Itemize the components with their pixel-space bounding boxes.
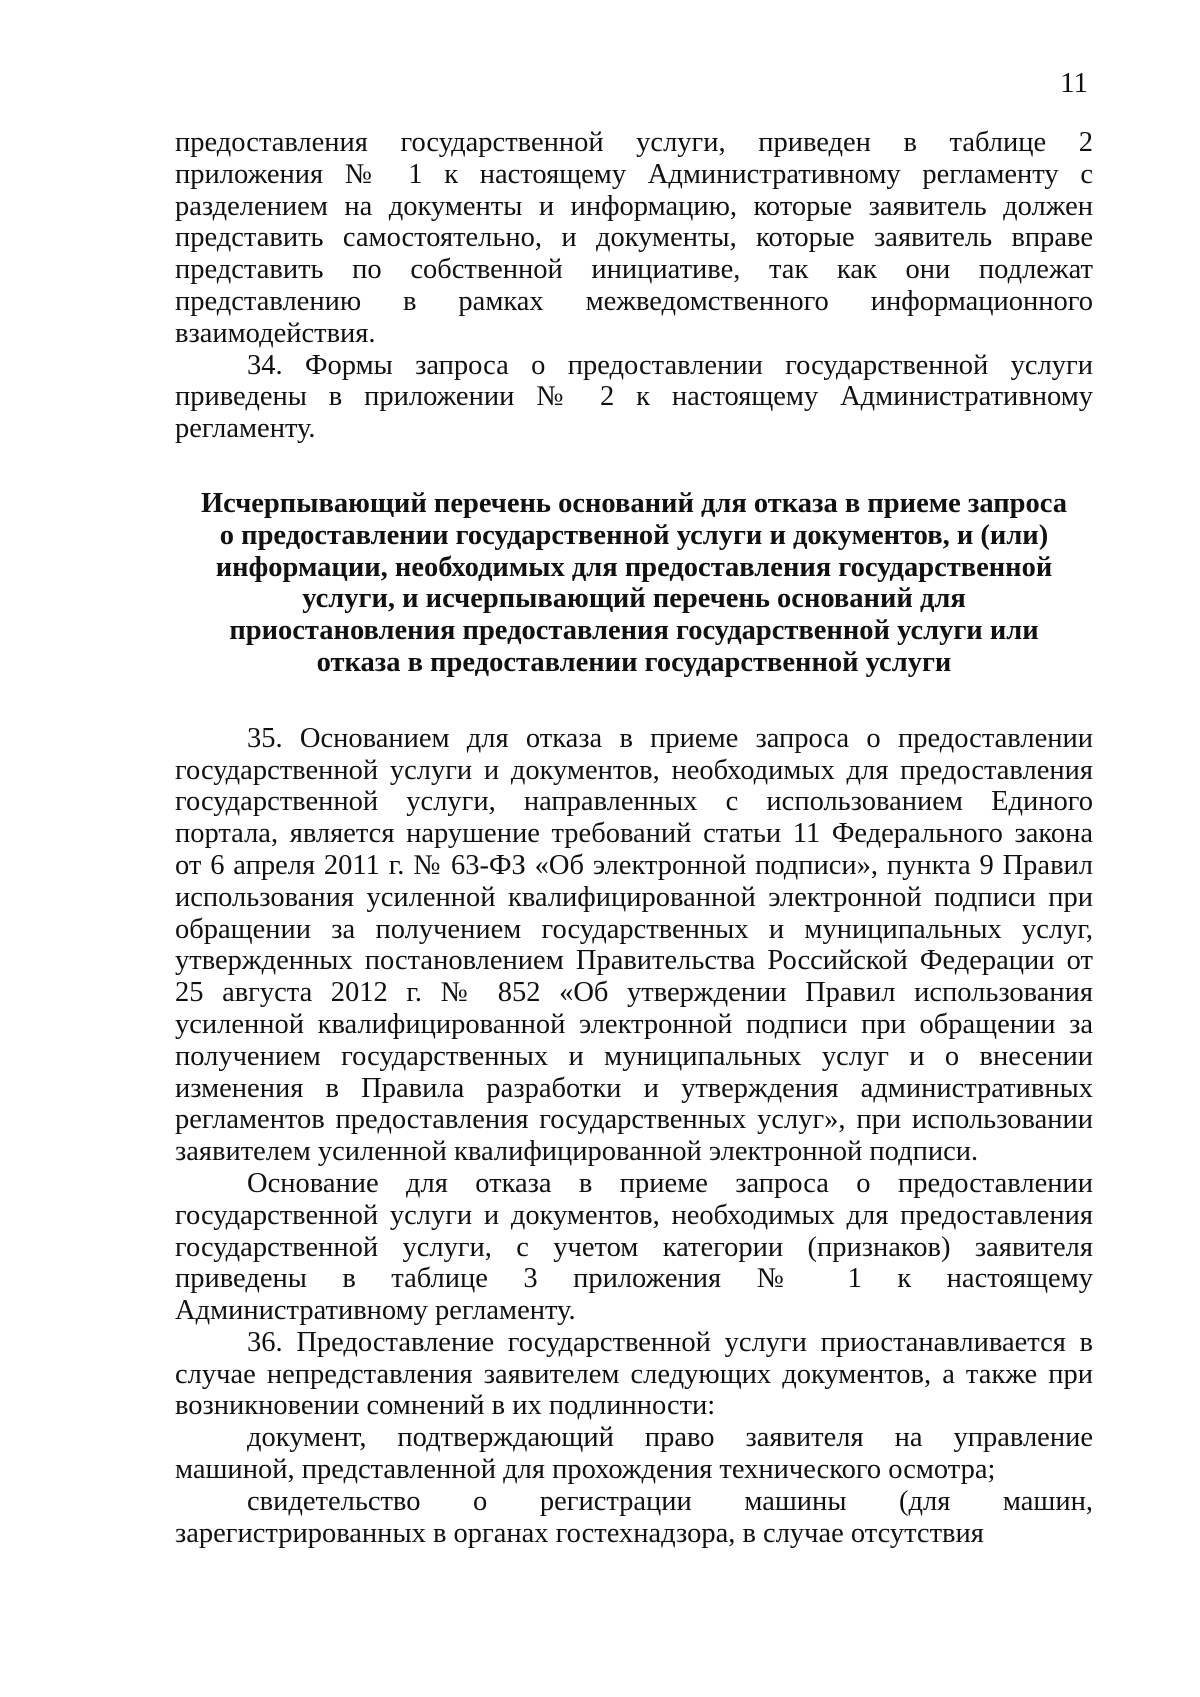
paragraph-continuation: предоставления государственной услуги, приведен в таблице 2 приложения № 1 к настоящему Административному регламенту с разделением на документы и информацию, которые заявитель должен представить самостоятельно, и документы, которые заявитель вправе представить по собственной инициативе, так как они подлежат представлению в рамках межведомственного информационного взаимодействия. — [175, 127, 1093, 349]
paragraph-36: 36. Предоставление государственной услуги приостанавливается в случае непредставления заявителем следующих документов, а также при возникновении сомнений в их подлинности: — [175, 1326, 1093, 1422]
paragraph-36-driving-permit: документ, подтверждающий право заявителя на управление машиной, представленной для прохождения технического осмотра; — [175, 1422, 1093, 1486]
page-number: 11 — [1060, 67, 1088, 99]
paragraph-35-refusal-basis: Основание для отказа в приеме запроса о предоставлении государственной услуги и документов, необходимых для предоставления государственной услуги, с учетом категории (признаков) заявителя приведены в таблице 3 приложения № 1 к настоящему Административному регламенту. — [175, 1167, 1093, 1327]
section-heading: Исчерпывающий перечень оснований для отказа в приеме запроса о предоставлении государственной услуги и документов, и (или) информации, необходимых для предоставления государственной услуги, и исчерпывающий перечень оснований для приостановления предоставления государственной услуги или отказа в предоставлении государственной услуги — [200, 487, 1068, 678]
paragraph-36-registration-certificate: свидетельство о регистрации машины (для машин, зарегистрированных в органах гостехнадзора, в случае отсутствия — [175, 1485, 1093, 1549]
paragraph-35: 35. Основанием для отказа в приеме запроса о предоставлении государственной услуги и документов, необходимых для предоставления государственной услуги, направленных с использованием Единого портала, является нарушение требований статьи 11 Федерального закона от 6 апреля 2011 г. № 63-ФЗ «Об электронной подписи», пункта 9 Правил использования усиленной квалифицированной электронной подписи при обращении за получением государственных и муниципальных услуг, утвержденных постановлением Правительства Российской Федерации от 25 августа 2012 г. № 852 «Об утверждении Правил использования усиленной квалифицированной электронной подписи при обращении за получением государственных и муниципальных услуг и о внесении изменения в Правила разработки и утверждения административных регламентов предоставления государственных услуг», при использовании заявителем усиленной квалифицированной электронной подписи. — [175, 722, 1093, 1168]
page-body — [175, 127, 1093, 1549]
paragraph-34: 34. Формы запроса о предоставлении государственной услуги приведены в приложении № 2 к настоящему Административному регламенту. — [175, 349, 1093, 445]
